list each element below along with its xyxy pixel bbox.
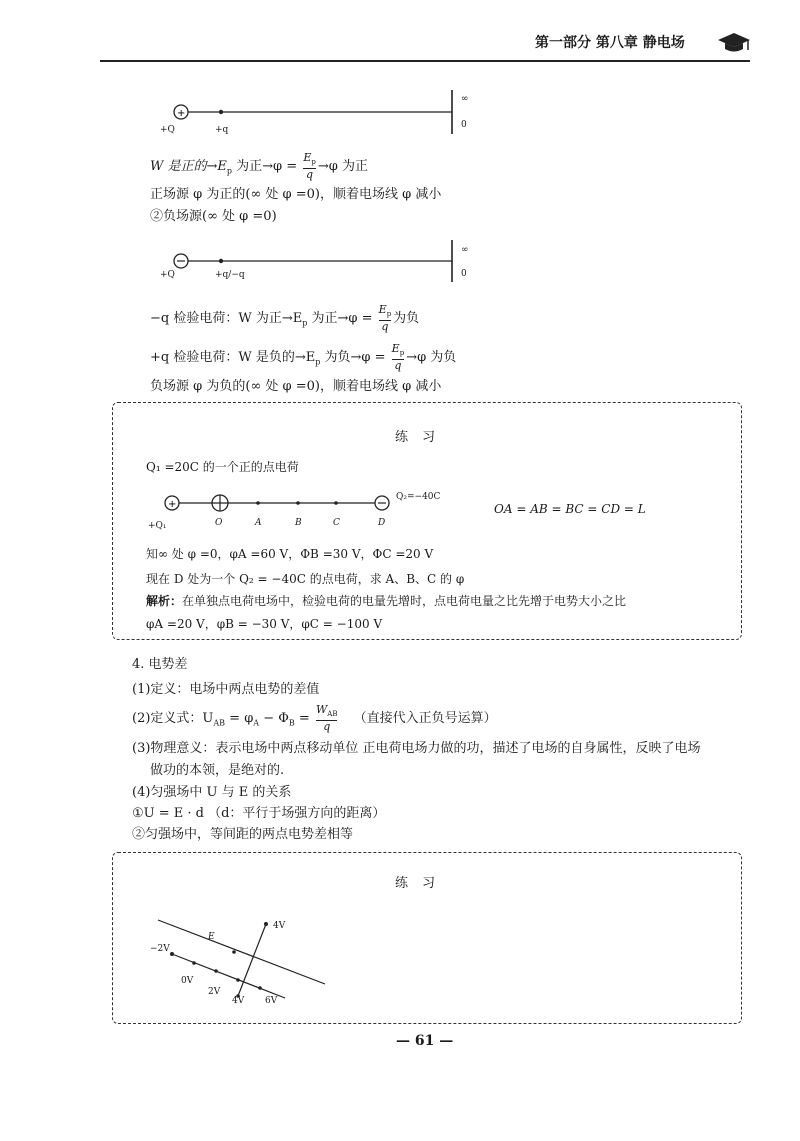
label-q2: Q₂=−40C <box>396 492 441 502</box>
practice-title-2: 练习 <box>395 876 450 891</box>
label-a: A <box>255 518 262 528</box>
label-q-source: +Q <box>160 125 175 135</box>
label-0v: 0V <box>181 976 194 986</box>
line-neg-test-charge: −q 检验电荷：W 为正$\to E_p$ 为正→φ = $\frac{E_p}{q}$ 为负 <box>150 303 420 334</box>
label-6v: 6V <box>265 996 278 1006</box>
field-diagram-positive <box>150 88 480 140</box>
line-positive-source: 正场源 φ 为正的(∞ 处 φ =0)，顺着电场线 φ 减小 <box>150 187 442 202</box>
label-d: D <box>378 518 386 528</box>
practice1-q1: Q₁ =20C 的一个正的点电荷 <box>146 460 299 474</box>
practice1-answer: φA =20 V，φB = −30 V，φC = −100 V <box>146 617 383 631</box>
label-infinity: ∞ <box>461 94 469 104</box>
field-diagram-negative <box>150 240 480 290</box>
label-2v: 2V <box>208 987 221 997</box>
section4-meaning-1: (3)物理意义：表示电场中两点移动单位 正电荷电场力做的功，描述了电场的自身属性，反映了电场 <box>132 741 701 756</box>
header-rule <box>100 60 750 62</box>
label-q-test: +q <box>215 125 229 135</box>
line-negative-source: ②负场源(∞ 处 φ =0) <box>150 209 277 224</box>
label-e: E <box>208 932 215 942</box>
uniform-field-diagram <box>150 910 350 1010</box>
section4-meaning-2: 做功的本领，是绝对的. <box>150 763 285 778</box>
section4-rel-1: ①U = E · d （d：平行于场强方向的距离） <box>132 806 386 821</box>
line-negative-field: 负场源 φ 为负的(∞ 处 φ =0)，顺着电场线 φ 减小 <box>150 379 442 394</box>
charges-line-diagram <box>160 490 400 520</box>
label-zero-2: 0 <box>461 269 467 279</box>
section4-definition: (1)定义：电场中两点电势的差值 <box>132 682 320 697</box>
graduation-cap-icon <box>716 30 752 54</box>
label-q-source-2: +Q <box>160 270 175 280</box>
section4-rel-2: ②匀强场中，等间距的两点电势差相等 <box>132 827 354 842</box>
label-c: C <box>333 518 340 528</box>
label-minus2v: −2V <box>150 944 170 954</box>
section4-heading: 4. 电势差 <box>132 657 188 672</box>
label-q1: +Q₁ <box>148 521 167 531</box>
label-infinity-2: ∞ <box>461 245 469 255</box>
svg-text:+: + <box>177 108 186 119</box>
page-header <box>0 0 800 70</box>
header-title: 第一部分 第八章 静电场 <box>535 35 685 51</box>
label-4v-bottom: 4V <box>232 996 245 1006</box>
line-w-positive: W 是正的$\to E_p$ 为正→φ = $\frac{E_p}{q}$ →φ 为正 <box>150 151 368 182</box>
label-b: B <box>295 518 302 528</box>
svg-text:+: + <box>168 499 177 510</box>
practice1-known: 知∞ 处 φ =0，φA =60 V，ΦB =30 V，ΦC =20 V <box>146 547 434 561</box>
label-o: O <box>215 518 223 528</box>
page-number: — 61 — <box>396 1033 454 1049</box>
practice1-analysis: 解析：在单独点电荷电场中，检验电荷的电量先增时，点电荷电量之比先增于电势大小之比 <box>146 594 627 608</box>
section4-formula: (2)定义式：$U_{AB} = \varphi_A - \Phi_B$ = $\frac{W_{AB}}{q}$ （直接代入正负号运算） <box>132 703 497 734</box>
line-pos-test-charge: +q 检验电荷：W 是负的$\to E_p$ 为负→φ = $\frac{E_p}{q}$ →φ 为负 <box>150 342 457 373</box>
label-zero: 0 <box>461 120 467 130</box>
section4-relation: (4)匀强场中 U 与 E 的关系 <box>132 785 292 800</box>
practice-title-1: 练习 <box>395 430 450 445</box>
practice1-question: 现在 D 处为一个 Q₂ = −40C 的点电荷，求 A、B、C 的 φ <box>146 572 465 586</box>
equal-spacing-equation: OA = AB = BC = CD = L <box>494 502 646 516</box>
label-q-test-2: +q/−q <box>215 270 245 280</box>
label-4v-top: 4V <box>273 921 286 931</box>
